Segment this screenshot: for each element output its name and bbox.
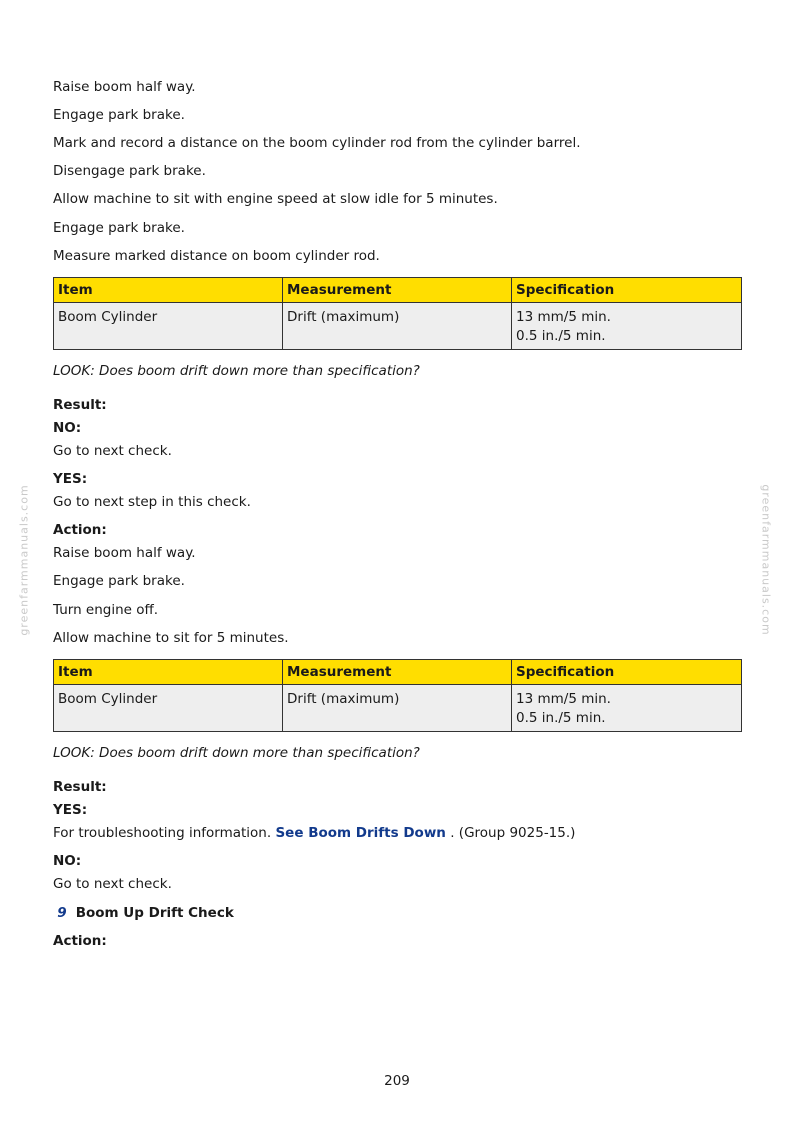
- look-question: LOOK: Does boom drift down more than specification?: [53, 363, 420, 379]
- header-measurement: Measurement: [283, 278, 512, 303]
- spec-imperial: 0.5 in./5 min.: [516, 710, 606, 726]
- cell-item: Boom Cylinder: [54, 303, 283, 350]
- yes-label: YES:: [53, 471, 88, 487]
- step-text: Engage park brake.: [53, 107, 185, 123]
- step-text: Engage park brake.: [53, 220, 185, 236]
- yes-text-after: . (Group 9025-15.): [450, 825, 576, 841]
- spec-table-2: [53, 659, 742, 732]
- cell-measurement: Drift (maximum): [283, 303, 512, 350]
- spec-metric: 13 mm/5 min.: [516, 691, 611, 707]
- step-text: Raise boom half way.: [53, 545, 196, 561]
- no-label: NO:: [53, 420, 82, 436]
- header-measurement: Measurement: [283, 660, 512, 685]
- action-label: Action:: [53, 522, 107, 538]
- watermark-left: greenfarmmanuals.com: [17, 484, 31, 636]
- no-text: Go to next check.: [53, 443, 172, 459]
- step-text: Allow machine to sit with engine speed at slow idle for 5 minutes.: [53, 191, 498, 207]
- header-item: Item: [54, 660, 283, 685]
- table-header-row: [54, 278, 742, 303]
- result-label: Result:: [53, 779, 107, 795]
- step-text: Turn engine off.: [53, 602, 159, 618]
- result-label: Result:: [53, 397, 107, 413]
- look-question: LOOK: Does boom drift down more than specification?: [53, 745, 420, 761]
- cell-measurement: Drift (maximum): [283, 685, 512, 732]
- watermark-right: greenfarmmanuals.com: [759, 484, 773, 636]
- no-text: Go to next check.: [53, 876, 172, 892]
- step-text: Raise boom half way.: [53, 79, 196, 95]
- step-number: 9: [57, 905, 67, 921]
- table-row: [54, 303, 742, 350]
- yes-label: YES:: [53, 802, 88, 818]
- table-header-row: [54, 660, 742, 685]
- spec-metric: 13 mm/5 min.: [516, 309, 611, 325]
- yes-text-before: For troubleshooting information.: [53, 825, 272, 841]
- spec-imperial: 0.5 in./5 min.: [516, 328, 606, 344]
- step-title: Boom Up Drift Check: [75, 905, 234, 921]
- cell-specification: [512, 685, 742, 732]
- step-text: Mark and record a distance on the boom cylinder rod from the cylinder barrel.: [53, 135, 581, 151]
- step-text: Disengage park brake.: [53, 163, 206, 179]
- spec-table-1: [53, 277, 742, 350]
- page-number: 209: [384, 1073, 410, 1089]
- header-specification: Specification: [512, 278, 742, 303]
- header-specification: Specification: [512, 660, 742, 685]
- next-step-heading: [53, 904, 234, 922]
- action-label: Action:: [53, 933, 107, 949]
- yes-text: Go to next step in this check.: [53, 494, 251, 510]
- yes-text: [53, 824, 575, 842]
- step-text: Measure marked distance on boom cylinder rod.: [53, 248, 380, 264]
- step-text: Engage park brake.: [53, 573, 185, 589]
- cell-specification: [512, 303, 742, 350]
- table-row: [54, 685, 742, 732]
- header-item: Item: [54, 278, 283, 303]
- see-boom-drifts-down-link[interactable]: See Boom Drifts Down: [275, 825, 446, 841]
- cell-item: Boom Cylinder: [54, 685, 283, 732]
- no-label: NO:: [53, 853, 82, 869]
- step-text: Allow machine to sit for 5 minutes.: [53, 630, 289, 646]
